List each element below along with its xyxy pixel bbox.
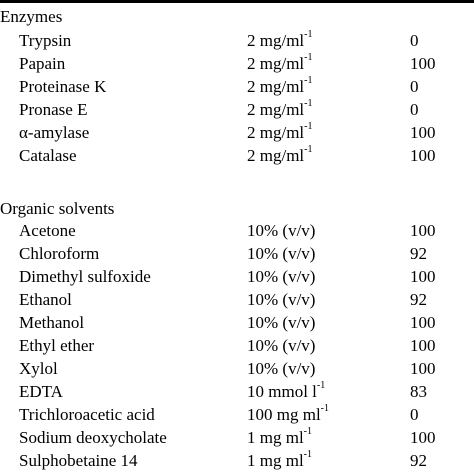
concentration: 2 $mg/ml^{-1}$ [247, 98, 313, 119]
concentration-exponent: -1 [303, 426, 313, 438]
table-row [0, 121, 474, 144]
agent-name: Xylol [19, 359, 58, 378]
agent-name: Chloroform [19, 244, 100, 263]
concentration: 10% (v/v) [247, 221, 316, 240]
concentration: 2 $mg/ml^{-1}$ [247, 121, 313, 142]
concentration-exponent: -1 [304, 144, 313, 156]
concentration: 2 $mg/ml^{-1}$ [247, 75, 313, 96]
concentration-exponent: -1 [304, 98, 313, 110]
agent-name: Proteinase K [19, 77, 107, 96]
table-row [0, 75, 474, 98]
residual-value: 83 [410, 382, 427, 401]
concentration: 2 $mg/ml^{-1}$ [247, 52, 313, 73]
agent-name: Trichloroacetic acid [19, 405, 155, 424]
residual-value: 0 [410, 405, 419, 424]
agent-name: Sodium deoxycholate [19, 428, 167, 447]
concentration: 10% (v/v) [247, 290, 316, 309]
concentration: 10 mmol $l^{-1}$ [247, 380, 326, 401]
agent-name: Sulphobetaine 14 [19, 451, 138, 470]
table-row [0, 219, 474, 242]
section-heading-enzymes [0, 5, 474, 28]
concentration-exponent: -1 [304, 75, 313, 87]
table-row [0, 334, 474, 357]
residual-value: 100 [410, 359, 436, 378]
concentration-exponent: -1 [304, 121, 313, 133]
residual-value: 0 [410, 77, 419, 96]
concentration: 10% (v/v) [247, 313, 316, 332]
agent-name: Trypsin [19, 31, 72, 50]
residual-value: 0 [410, 31, 419, 50]
residual-value: 100 [410, 221, 436, 240]
table-row [0, 449, 474, 472]
residual-value: 92 [410, 451, 427, 470]
concentration: 2 $mg/ml^{-1}$ [247, 144, 313, 165]
table-row [0, 311, 474, 334]
table-row [0, 144, 474, 167]
concentration: 2 $mg/ml^{-1}$ [247, 29, 313, 50]
agent-name: Methanol [19, 313, 85, 332]
residual-value: 100 [410, 336, 436, 355]
table-row [0, 403, 474, 426]
table-row [0, 242, 474, 265]
concentration: 10% (v/v) [247, 336, 316, 355]
concentration-exponent: -1 [303, 449, 313, 461]
agent-name: Ethyl ether [19, 336, 95, 355]
residual-value: 0 [410, 100, 419, 119]
agent-name: Dimethyl sulfoxide [19, 267, 151, 286]
concentration-exponent: -1 [304, 52, 313, 64]
agent-name: EDTA [19, 382, 63, 401]
section-heading-label: Organic solvents [0, 199, 115, 218]
agent-name: Catalase [19, 146, 77, 165]
residual-value: 100 [410, 267, 436, 286]
residual-value: 100 [410, 428, 436, 447]
residual-value: 92 [410, 290, 427, 309]
table-row [0, 98, 474, 121]
concentration: 1 mg $ml^{-1}$ [247, 426, 313, 447]
agent-name: Ethanol [19, 290, 72, 309]
table-row [0, 52, 474, 75]
agent-name: α-amylase [19, 123, 90, 142]
concentration: 10% (v/v) [247, 267, 316, 286]
section-heading-label: Enzymes [0, 7, 63, 26]
table-row [0, 426, 474, 449]
agent-name: Acetone [19, 221, 76, 240]
concentration: 10% (v/v) [247, 244, 316, 263]
section-heading-organic-solvents [0, 197, 474, 220]
concentration: 1 mg $ml^{-1}$ [247, 449, 313, 470]
table-row [0, 380, 474, 403]
concentration: 100 mg $ml^{-1}$ [247, 403, 330, 424]
residual-value: 100 [410, 54, 436, 73]
residual-value: 92 [410, 244, 427, 263]
residual-value: 100 [410, 146, 436, 165]
agent-name: Papain [19, 54, 66, 73]
table-row [0, 357, 474, 380]
concentration-exponent: -1 [304, 29, 313, 41]
concentration-exponent: -1 [320, 403, 330, 415]
residual-value: 100 [410, 313, 436, 332]
residual-value: 100 [410, 123, 436, 142]
table-row [0, 288, 474, 311]
table-row [0, 265, 474, 288]
table-top-rule [0, 0, 474, 3]
table-row [0, 29, 474, 52]
agent-name: Pronase E [19, 100, 88, 119]
concentration-exponent: -1 [316, 380, 326, 392]
concentration: 10% (v/v) [247, 359, 316, 378]
